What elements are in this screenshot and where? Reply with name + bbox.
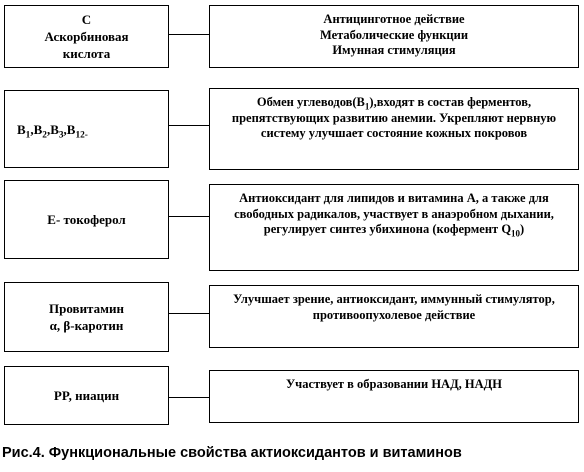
vitamin-c-function-1: Антицинготное действие — [323, 12, 465, 26]
connector-row1 — [169, 34, 209, 35]
carotene-name-line2: α, β-каротин — [49, 318, 124, 333]
niacin-box — [4, 366, 169, 425]
figure-caption: Рис.4. Функциональные свойства актиоксидантов и витаминов — [2, 445, 462, 461]
carotene-functions-text: Улучшает зрение, антиоксидант, иммунный стимулятор, противоопухолевое действие — [233, 292, 555, 322]
vitamin-c-letter: C — [81, 12, 92, 27]
niacin-functions-text: Участвует в образовании НАД, НАДН — [285, 377, 503, 391]
connector-row5 — [169, 397, 209, 398]
vitamin-b-box — [4, 90, 169, 168]
connector-row4 — [169, 313, 209, 314]
vitamin-b-functions-text: Обмен $углеводов(В_1),входят$ в состав ферментов, препятствующих развитию анемии. Укрепляют нервную систему улучшает состояние кожных покровов — [231, 95, 557, 140]
vitamin-c-box — [4, 5, 169, 68]
vitamin-e-name: Е- токоферол — [47, 212, 126, 227]
connector-row2 — [169, 125, 209, 126]
niacin-functions-box — [209, 370, 579, 423]
connector-row3 — [169, 216, 209, 217]
vitamin-c-name-line2: кислота — [62, 46, 111, 61]
niacin-name: PP, ниацин — [53, 388, 120, 403]
vitamin-e-functions-text: Антиоксидант для липидов и витамина А, а также для свободных радикалов, участвует в анаэробном дыхании, регулирует синтез убихинона (кофермент $Q_{10}$) — [234, 191, 554, 239]
vitamin-c-functions-box — [209, 5, 579, 68]
vitamin-e-functions-box — [209, 184, 579, 271]
carotene-box — [4, 282, 169, 352]
carotene-functions-box — [209, 285, 579, 348]
vitamin-e-box — [4, 180, 169, 259]
vitamin-b-functions-box — [209, 88, 579, 170]
vitamin-b-formula: $B_1,B_2,B_3,B_{12-}$ — [17, 121, 88, 141]
carotene-name-line1: Провитамин — [49, 301, 124, 316]
vitamin-c-name-line1: Аскорбиновая — [44, 29, 129, 44]
vitamin-c-function-3: Имунная стимуляция — [332, 43, 456, 57]
vitamin-c-function-2: Метаболические функции — [319, 27, 469, 42]
